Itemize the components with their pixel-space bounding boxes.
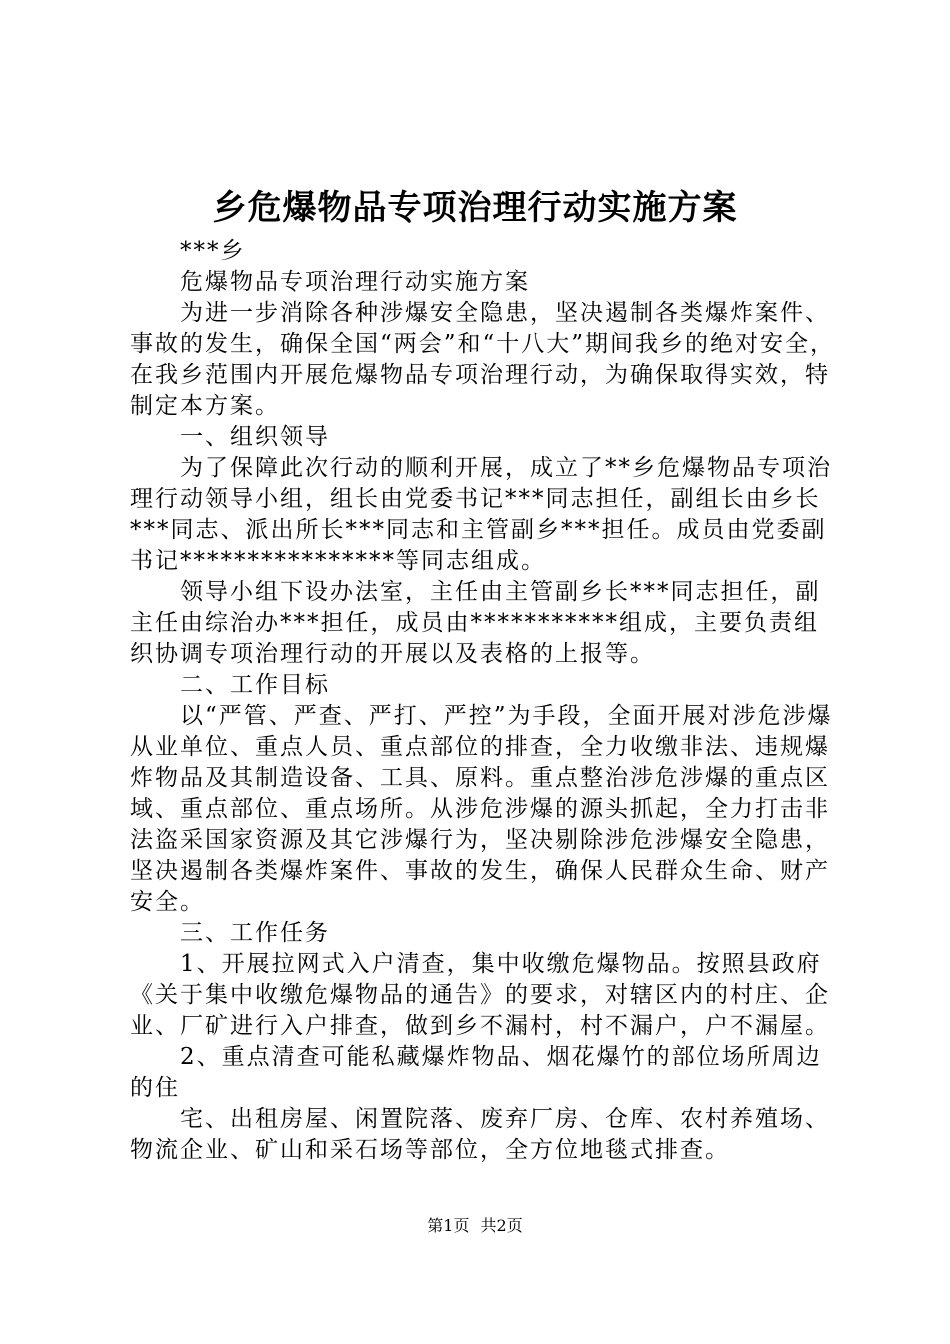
section-heading-organization: 一、组织领导	[180, 424, 330, 450]
page-number: 第1页	[427, 1216, 470, 1235]
page-footer	[0, 1215, 950, 1237]
document-body	[130, 236, 842, 1166]
paragraph-intro: 为进一步消除各种涉爆安全隐患，坚决遏制各类爆炸案件、事故的发生，确保全国“两会”和“十八大”期间我乡的绝对安全，在我乡范围内开展危爆物品专项治理行动，为确保取得实效，特制定本方案。	[130, 300, 836, 419]
page-total: 共2页	[480, 1216, 523, 1235]
document-title: 乡危爆物品专项治理行动实施方案	[212, 188, 738, 228]
paragraph-task-2-continued: 宅、出租房屋、闲置院落、废弃厂房、仓库、农村养殖场、物流企业、矿山和采石场等部位，全方位地毯式排查。	[130, 1106, 830, 1163]
section-heading-goals: 二、工作目标	[180, 672, 330, 698]
paragraph-goals: 以“严管、严查、严打、严控”为手段，全面开展对涉危涉爆从业单位、重点人员、重点部位的排查，全力收缴非法、违规爆炸物品及其制造设备、工具、原料。重点整治涉危涉爆的重点区域、重点部位、重点场所。从涉危涉爆的源头抓起，全力打击非法盗采国家资源及其它涉爆行为，坚决剔除涉危涉爆安全隐患，坚决遏制各类爆炸案件、事故的发生，确保人民群众生命、财产安全。	[130, 703, 833, 915]
paragraph-task-2: 2、重点清查可能私藏爆炸物品、烟花爆竹的部位场所周边的住	[130, 1044, 822, 1101]
paragraph-subtitle: 危爆物品专项治理行动实施方案	[180, 269, 530, 295]
paragraph-leadership-group: 为了保障此次行动的顺利开展，成立了**乡危爆物品专项治理行动领导小组，组长由党委书记***同志担任，副组长由乡长***同志、派出所长***同志和主管副乡***担任。成员由党委副书记****************等同志组成。	[130, 455, 832, 574]
paragraph-task-1: 1、开展拉网式入户清查，集中收缴危爆物品。按照县政府《关于集中收缴危爆物品的通告》的要求，对辖区内的村庄、企业、厂矿进行入户排查，做到乡不漏村，村不漏户，户不漏屋。	[130, 951, 830, 1039]
paragraph-township: ***乡	[180, 238, 246, 264]
paragraph-office: 领导小组下设办法室，主任由主管副乡长***同志担任，副主任由综治办***担任，成员由***********组成，主要负责组织协调专项治理行动的开展以及表格的上报等。	[130, 579, 821, 667]
section-heading-tasks: 三、工作任务	[180, 920, 330, 946]
